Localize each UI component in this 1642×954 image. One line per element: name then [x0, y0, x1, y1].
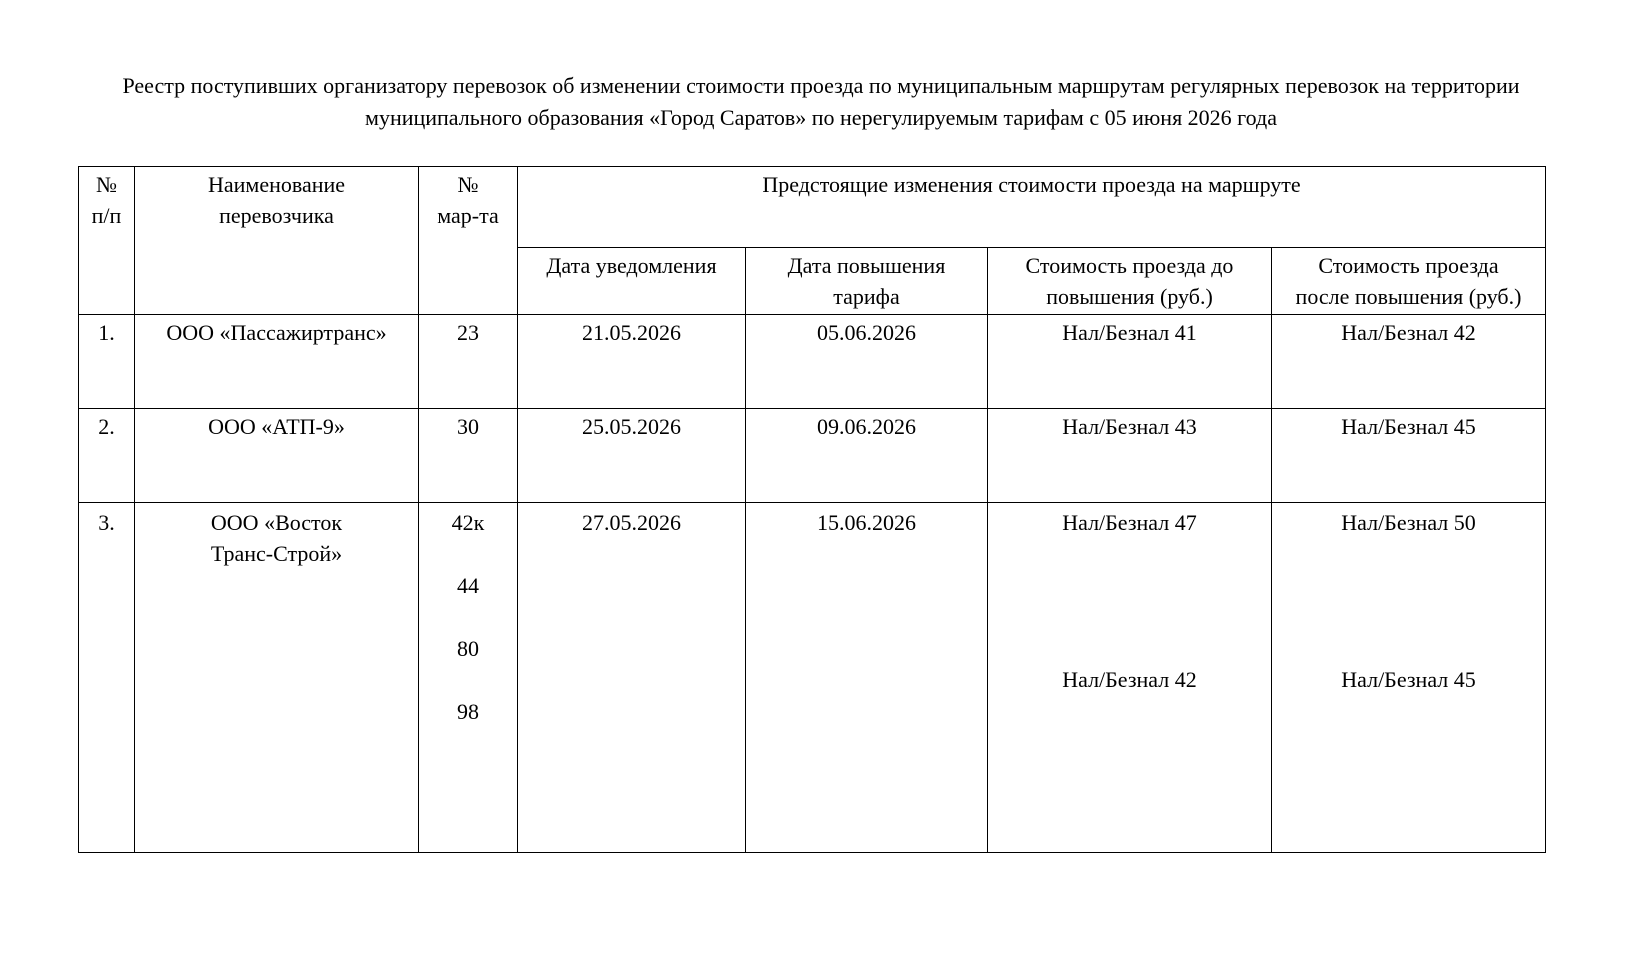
- row-num: 1.: [79, 315, 135, 409]
- header-num: [79, 167, 135, 315]
- price-spacer: [1278, 538, 1539, 664]
- header-notice-date: Дата уведомления: [518, 248, 746, 315]
- document-title-line-1: Реестр поступивших организатору перевозок об изменении стоимости проезда по муниципальным маршрутам регулярных перевозок на территории: [122, 73, 1520, 98]
- table-row: [79, 503, 1546, 853]
- header-price-after-line-1: Стоимость проезда: [1318, 253, 1499, 278]
- document-title-line-2: муниципального образования «Город Саратов» по нерегулируемым тарифам с 05 июня 2026 года: [365, 105, 1277, 130]
- row-price-before: Нал/Безнал 43: [988, 409, 1272, 503]
- header-price-after: [1272, 248, 1546, 315]
- header-raise-date-line-2: тарифа: [833, 284, 900, 309]
- table-row: [79, 409, 1546, 503]
- row-price-after: Нал/Безнал 45: [1272, 409, 1546, 503]
- header-raise-date-line-1: Дата повышения: [787, 253, 946, 278]
- row-notice-date: 21.05.2026: [518, 315, 746, 409]
- header-price-before: [988, 248, 1272, 315]
- row-notice-date: 25.05.2026: [518, 409, 746, 503]
- table-row: [79, 315, 1546, 409]
- row-carrier-line-2: Транс-Строй»: [210, 541, 343, 566]
- price-value: Нал/Безнал 42: [1062, 667, 1197, 692]
- row-raise-date: 09.06.2026: [746, 409, 988, 503]
- header-changes: Предстоящие изменения стоимости проезда на маршруте: [518, 167, 1546, 248]
- row-routes: [419, 503, 518, 853]
- header-num-line-2: п/п: [91, 203, 122, 228]
- row-notice-date: 27.05.2026: [518, 503, 746, 853]
- route-number: 98: [457, 699, 479, 724]
- header-carrier-line-2: перевозчика: [219, 203, 334, 228]
- header-route: [419, 167, 518, 315]
- price-value: Нал/Безнал 47: [1062, 510, 1197, 535]
- row-price-before: Нал/Безнал 41: [988, 315, 1272, 409]
- header-route-line-2: мар-та: [437, 203, 499, 228]
- row-price-before: [988, 503, 1272, 853]
- route-number: 80: [457, 636, 479, 661]
- price-value: Нал/Безнал 45: [1341, 667, 1476, 692]
- registry-table: [78, 166, 1546, 853]
- header-carrier-line-1: Наименование: [207, 172, 346, 197]
- row-carrier: ООО «АТП-9»: [135, 409, 419, 503]
- row-price-after: [1272, 503, 1546, 853]
- price-value: Нал/Безнал 50: [1341, 510, 1476, 535]
- header-raise-date: [746, 248, 988, 315]
- header-row-1: [79, 167, 1546, 248]
- row-num: 3.: [79, 503, 135, 853]
- header-price-before-line-2: повышения (руб.): [1046, 284, 1213, 309]
- row-route: 30: [419, 409, 518, 503]
- row-route: 23: [419, 315, 518, 409]
- price-spacer: [994, 538, 1265, 664]
- route-number: 42к: [451, 510, 485, 535]
- row-num: 2.: [79, 409, 135, 503]
- route-number: 44: [457, 573, 479, 598]
- row-carrier: [135, 503, 419, 853]
- header-price-after-line-2: после повышения (руб.): [1295, 284, 1522, 309]
- row-raise-date: 15.06.2026: [746, 503, 988, 853]
- header-route-line-1: №: [457, 172, 479, 197]
- header-carrier: [135, 167, 419, 315]
- header-num-line-1: №: [96, 172, 117, 197]
- row-carrier: ООО «Пассажиртранс»: [135, 315, 419, 409]
- document-title: [40, 70, 1602, 134]
- header-price-before-line-1: Стоимость проезда до: [1025, 253, 1234, 278]
- row-carrier-line-1: ООО «Восток: [210, 510, 343, 535]
- row-price-after: Нал/Безнал 42: [1272, 315, 1546, 409]
- row-raise-date: 05.06.2026: [746, 315, 988, 409]
